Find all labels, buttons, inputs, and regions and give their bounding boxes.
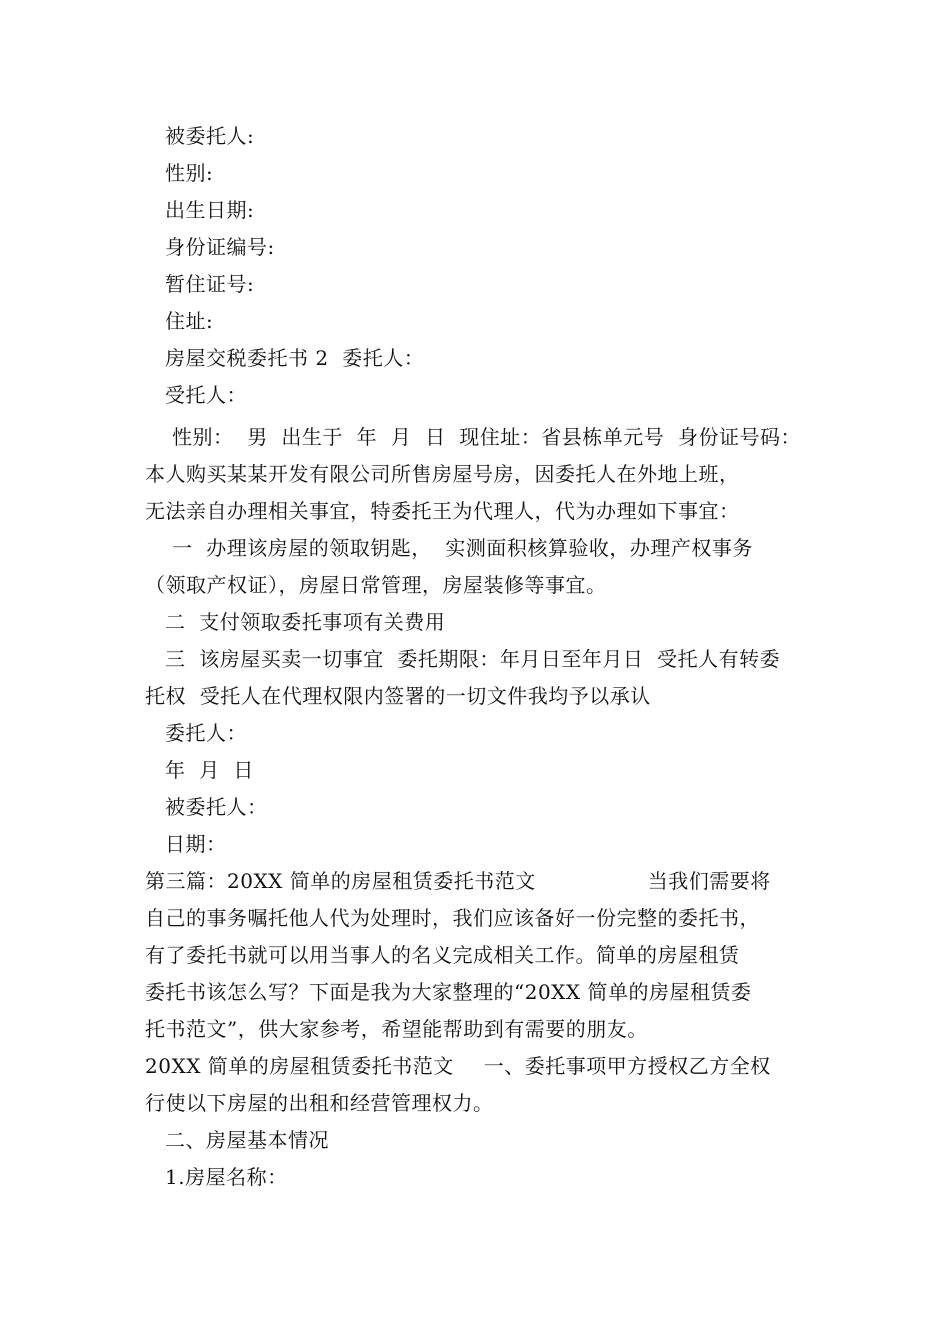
section3-title-tail: 当我们需要将 — [647, 869, 771, 893]
signature-date-label: 日期： — [165, 832, 227, 856]
section3-title: 第三篇：20XX 简单的房屋租赁委托书范文 — [145, 869, 536, 893]
paragraph-line: 行使以下房屋的出租和经营管理权力。 — [145, 1091, 494, 1115]
paragraph-line: 本人购买某某开发有限公司所售房屋号房，因委托人在外地上班， — [145, 462, 740, 486]
signature-trustee-label: 被委托人： — [165, 795, 268, 819]
item-heading: 二、房屋基本情况 — [165, 1128, 329, 1152]
address-label: 住址: — [165, 309, 214, 333]
paragraph-line: 无法亲自办理相关事宜，特委托王为代理人，代为办理如下事宜： — [145, 499, 740, 523]
paragraph-line: 有了委托书就可以用当事人的名义完成相关工作。简单的房屋租赁 — [145, 943, 740, 967]
principal-agent-label: 被委托人: — [165, 124, 255, 148]
signature-date-line: 年 月 日 — [165, 758, 254, 782]
signature-principal-label: 委托人： — [165, 721, 247, 745]
house-name-label: 1.房屋名称： — [165, 1165, 288, 1189]
trustee-label: 受托人： — [165, 383, 247, 407]
personal-info-line: 性别： 男 出生于 年 月 日 现住址：省县栋单元号 身份证号码： — [172, 425, 802, 449]
section3-sub-tail: 一、委托事项甲方授权乙方全权 — [483, 1054, 771, 1078]
paragraph-line: 托权 受托人在代理权限内签署的一切文件我均予以承认 — [145, 684, 651, 708]
item-one-line: 一 办理该房屋的领取钥匙， 实测面积核算验收，办理产权事务 — [172, 536, 753, 560]
item-three-line: 三 该房屋买卖一切事宜 委托期限：年月日至年月日 受托人有转委 — [165, 647, 781, 671]
section3-title-line — [145, 863, 825, 900]
section3-sub-title-line — [145, 1048, 825, 1085]
paragraph-line: 自己的事务嘱托他人代为处理时，我们应该备好一份完整的委托书， — [145, 906, 760, 930]
id-number-label: 身份证编号: — [165, 235, 275, 259]
item-two-line: 二 支付领取委托事项有关费用 — [165, 610, 446, 634]
paragraph-line: 托书范文”，供大家参考，希望能帮助到有需要的朋友。 — [145, 1017, 648, 1041]
residence-permit-label: 暂住证号: — [165, 272, 255, 296]
birth-date-label: 出生日期: — [165, 198, 255, 222]
gender-label: 性别: — [165, 161, 214, 185]
paragraph-line: 委托书该怎么写？下面是我为大家整理的“20XX 简单的房屋租赁委 — [145, 980, 752, 1004]
paragraph-line: （领取产权证），房屋日常管理，房屋装修等事宜。 — [145, 573, 607, 597]
section2-heading: 房屋交税委托书 2 委托人： — [165, 346, 425, 370]
section3-sub-title: 20XX 简单的房屋租赁委托书范文 — [145, 1054, 454, 1078]
